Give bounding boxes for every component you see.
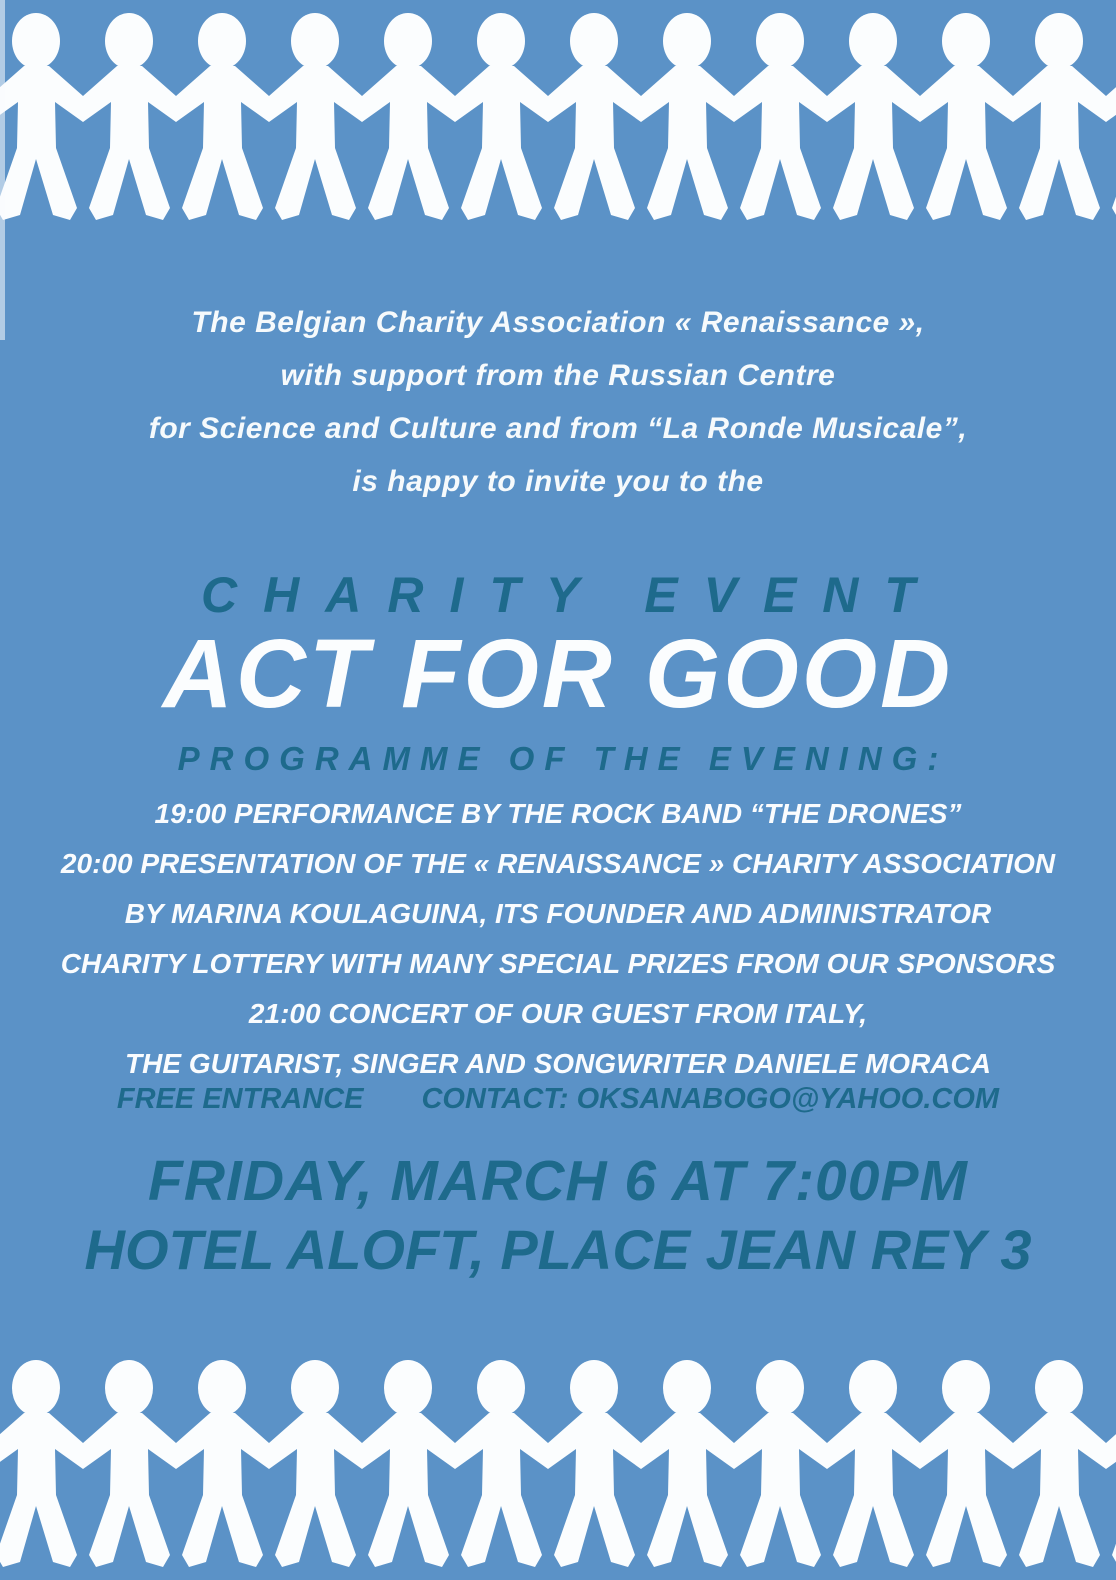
paper-doll-chain-top-icon [0,0,1116,228]
programme-heading: PROGRAMME OF THE EVENING: [177,740,949,777]
event-date: FRIDAY, MARCH 6 AT 7:00PM [148,1149,968,1213]
intro-paragraph [0,296,1116,508]
intro-line: The Belgian Charity Association « Renaissance », [191,306,925,339]
contact-email: CONTACT: OKSANABOGO@YAHOO.COM [421,1083,1000,1115]
programme-line: CHARITY LOTTERY WITH MANY SPECIAL PRIZES FROM OUR SPONSORS [60,948,1056,979]
programme-line: 19:00 PERFORMANCE BY THE ROCK BAND “THE DRONES” [154,798,962,829]
programme-list [0,789,1116,1089]
event-label: CHARITY EVENT [201,567,941,623]
intro-line: is happy to invite you to the [352,465,764,498]
intro-line: with support from the Russian Centre [280,359,836,392]
programme-line: 21:00 CONCERT OF OUR GUEST FROM ITALY, [248,998,868,1029]
programme-line: 20:00 PRESENTATION OF THE « RENAISSANCE » CHARITY ASSOCIATION [60,848,1056,879]
free-entrance-label: FREE ENTRANCE [116,1083,364,1115]
programme-line: BY MARINA KOULAGUINA, ITS FOUNDER AND ADMINISTRATOR [124,898,992,929]
contact-row [0,1083,1116,1116]
intro-line: for Science and Culture and from “La Ronde Musicale”, [148,412,968,445]
event-venue: HOTEL ALOFT, PLACE JEAN REY 3 [84,1218,1032,1281]
programme-line: THE GUITARIST, SINGER AND SONGWRITER DANIELE MORACA [125,1048,991,1079]
paper-doll-chain-bottom-icon [0,1352,1116,1580]
event-title: ACT FOR GOOD [162,619,954,728]
scan-edge-artifact [0,0,5,340]
